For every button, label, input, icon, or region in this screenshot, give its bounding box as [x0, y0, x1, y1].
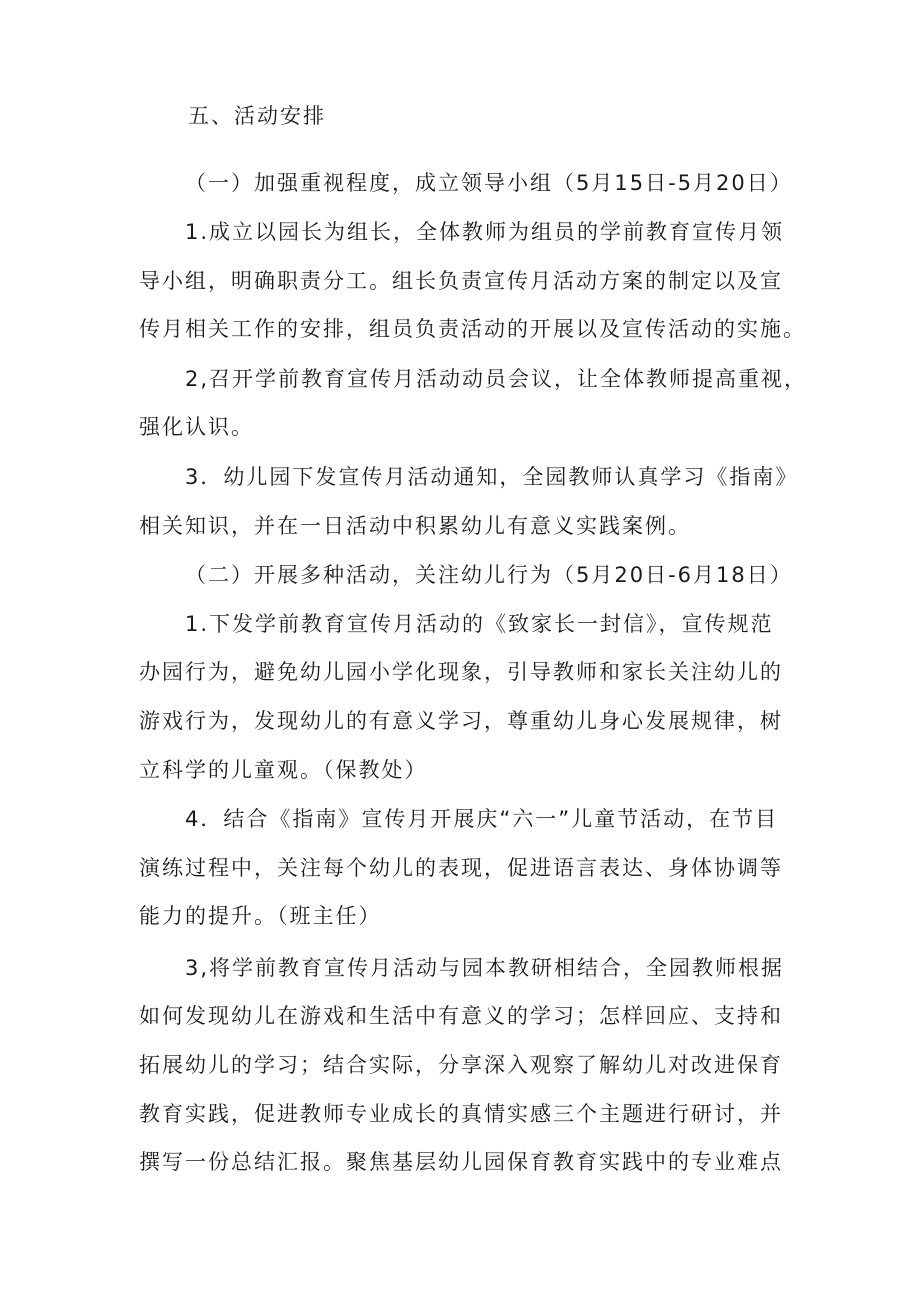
paragraph-line: 强化认识。 — [139, 415, 254, 439]
subsection-title-1: （一）加强重视程度，成立领导小组（5月15日-5月20日） — [185, 171, 793, 195]
paragraph-line: 3．幼儿园下发宣传月活动通知，全园教师认真学习《指南》 — [185, 465, 799, 489]
paragraph-line: 拓展幼儿的学习；结合实际，分享深入观察了解幼儿对改进保育 — [139, 1053, 783, 1077]
subsection-title-2: （二）开展多种活动，关注幼儿行为（5月20日-6月18日） — [185, 563, 793, 587]
paragraph-line: 4．结合《指南》宣传月开展庆“六一”儿童节活动，在节目 — [185, 807, 779, 831]
paragraph-line: 立科学的儿童观。（保教处） — [139, 758, 428, 782]
paragraph-line: 3,将学前教育宣传月活动与园本教研相结合，全园教师根据 — [185, 956, 785, 980]
paragraph-line: 游戏行为，发现幼儿的有意义学习，尊重幼儿身心发展规律，树 — [139, 709, 783, 733]
section-heading: 五、活动安排 — [188, 104, 326, 128]
paragraph-line: 1.下发学前教育宣传月活动的《致家长一封信》，宣传规范 — [185, 612, 774, 636]
paragraph-line: 传月相关工作的安排，组员负责活动的开展以及宣传活动的实施。 — [139, 317, 806, 341]
paragraph-line: 撰写一份总结汇报。聚焦基层幼儿园保育教育实践中的专业难点 — [139, 1150, 783, 1174]
paragraph-line: 2,召开学前教育宣传月活动动员会议，让全体教师提高重视， — [185, 367, 808, 391]
paragraph-line: 1.成立以园长为组长，全体教师为组员的学前教育宣传月领 — [185, 220, 785, 244]
paragraph-line: 能力的提升。（班主任） — [139, 904, 382, 928]
paragraph-line: 教育实践，促进教师专业成长的真情实感三个主题进行研讨，并 — [139, 1102, 783, 1126]
paragraph-line: 演练过程中，关注每个幼儿的表现，促进语言表达、身体协调等 — [139, 856, 783, 880]
paragraph-line: 导小组，明确职责分工。组长负责宣传月活动方案的制定以及宣 — [139, 269, 783, 293]
paragraph-line: 办园行为，避免幼儿园小学化现象，引导教师和家长关注幼儿的 — [139, 660, 783, 684]
paragraph-line: 相关知识，并在一日活动中积累幼儿有意义实践案例。 — [139, 514, 691, 538]
paragraph-line: 如何发现幼儿在游戏和生活中有意义的学习；怎样回应、支持和 — [139, 1004, 783, 1028]
